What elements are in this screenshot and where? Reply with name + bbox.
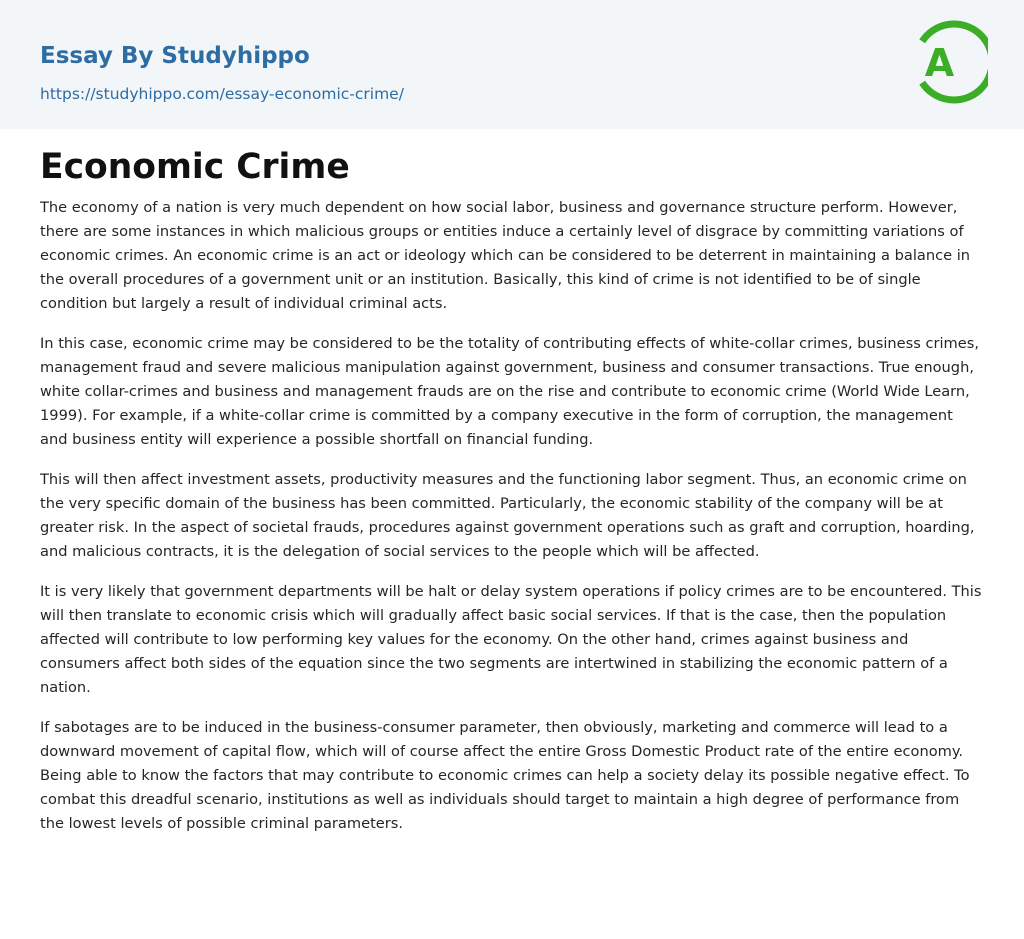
essay-url-link[interactable]: https://studyhippo.com/essay-economic-crime/ xyxy=(40,85,404,103)
article-title: Economic Crime xyxy=(40,147,350,187)
article-paragraph: It is very likely that government departments will be halt or delay system operations if policy crimes are to be encountered. This will then translate to economic crisis which will gradually affect basic social services. If that is the case, then the population affected will contribute to low performing key values for the economy. On the other hand, crimes against business and consumers affect both sides of the equation since the two segments are intertwined in stabilizing the economic pattern of a nation. xyxy=(40,583,982,696)
site-header xyxy=(0,0,1024,129)
article-paragraph: In this case, economic crime may be considered to be the totality of contributing effects of white-collar crimes, business crimes, management fraud and severe malicious manipulation against government, business and consumer transactions. True enough, white collar-crimes and business and management frauds are on the rise and contribute to economic crime (World Wide Learn, 1999). For example, if a white-collar crime is committed by a company executive in the form of corruption, the management and business entity will experience a possible shortfall on financial funding. xyxy=(40,335,979,448)
logo-ring-icon xyxy=(912,18,988,106)
article-paragraph: If sabotages are to be induced in the business-consumer parameter, then obviously, marketing and commerce will lead to a downward movement of capital flow, which will of course affect the entire Gross Domestic Product rate of the entire economy. Being able to know the factors that may contribute to economic crimes can help a society delay its possible negative effect. To combat this dreadful scenario, institutions as well as individuals should target to maintain a high degree of performance from the lowest levels of possible criminal parameters. xyxy=(40,719,970,832)
article-content xyxy=(40,144,984,852)
logo-letter: A xyxy=(924,41,955,85)
article-paragraph: This will then affect investment assets, productivity measures and the functioning labor segment. Thus, an economic crime on the very specific domain of the business has been committed. Particularly, the economic stability of the company will be at greater risk. In the aspect of societal frauds, procedures against government operations such as graft and corruption, hoarding, and malicious contracts, it is the delegation of social services to the people which will be affected. xyxy=(40,471,975,560)
site-title: Essay By Studyhippo xyxy=(40,43,310,69)
studyhippo-logo[interactable] xyxy=(912,18,988,106)
article-paragraph: The economy of a nation is very much dependent on how social labor, business and governance structure perform. However, there are some instances in which malicious groups or entities induce a certainly level of disgrace by committing variations of economic crimes. An economic crime is an act or ideology which can be considered to be deterrent in maintaining a balance in the overall procedures of a government unit or an institution. Basically, this kind of crime is not identified to be of single condition but largely a result of individual criminal acts. xyxy=(40,199,971,312)
